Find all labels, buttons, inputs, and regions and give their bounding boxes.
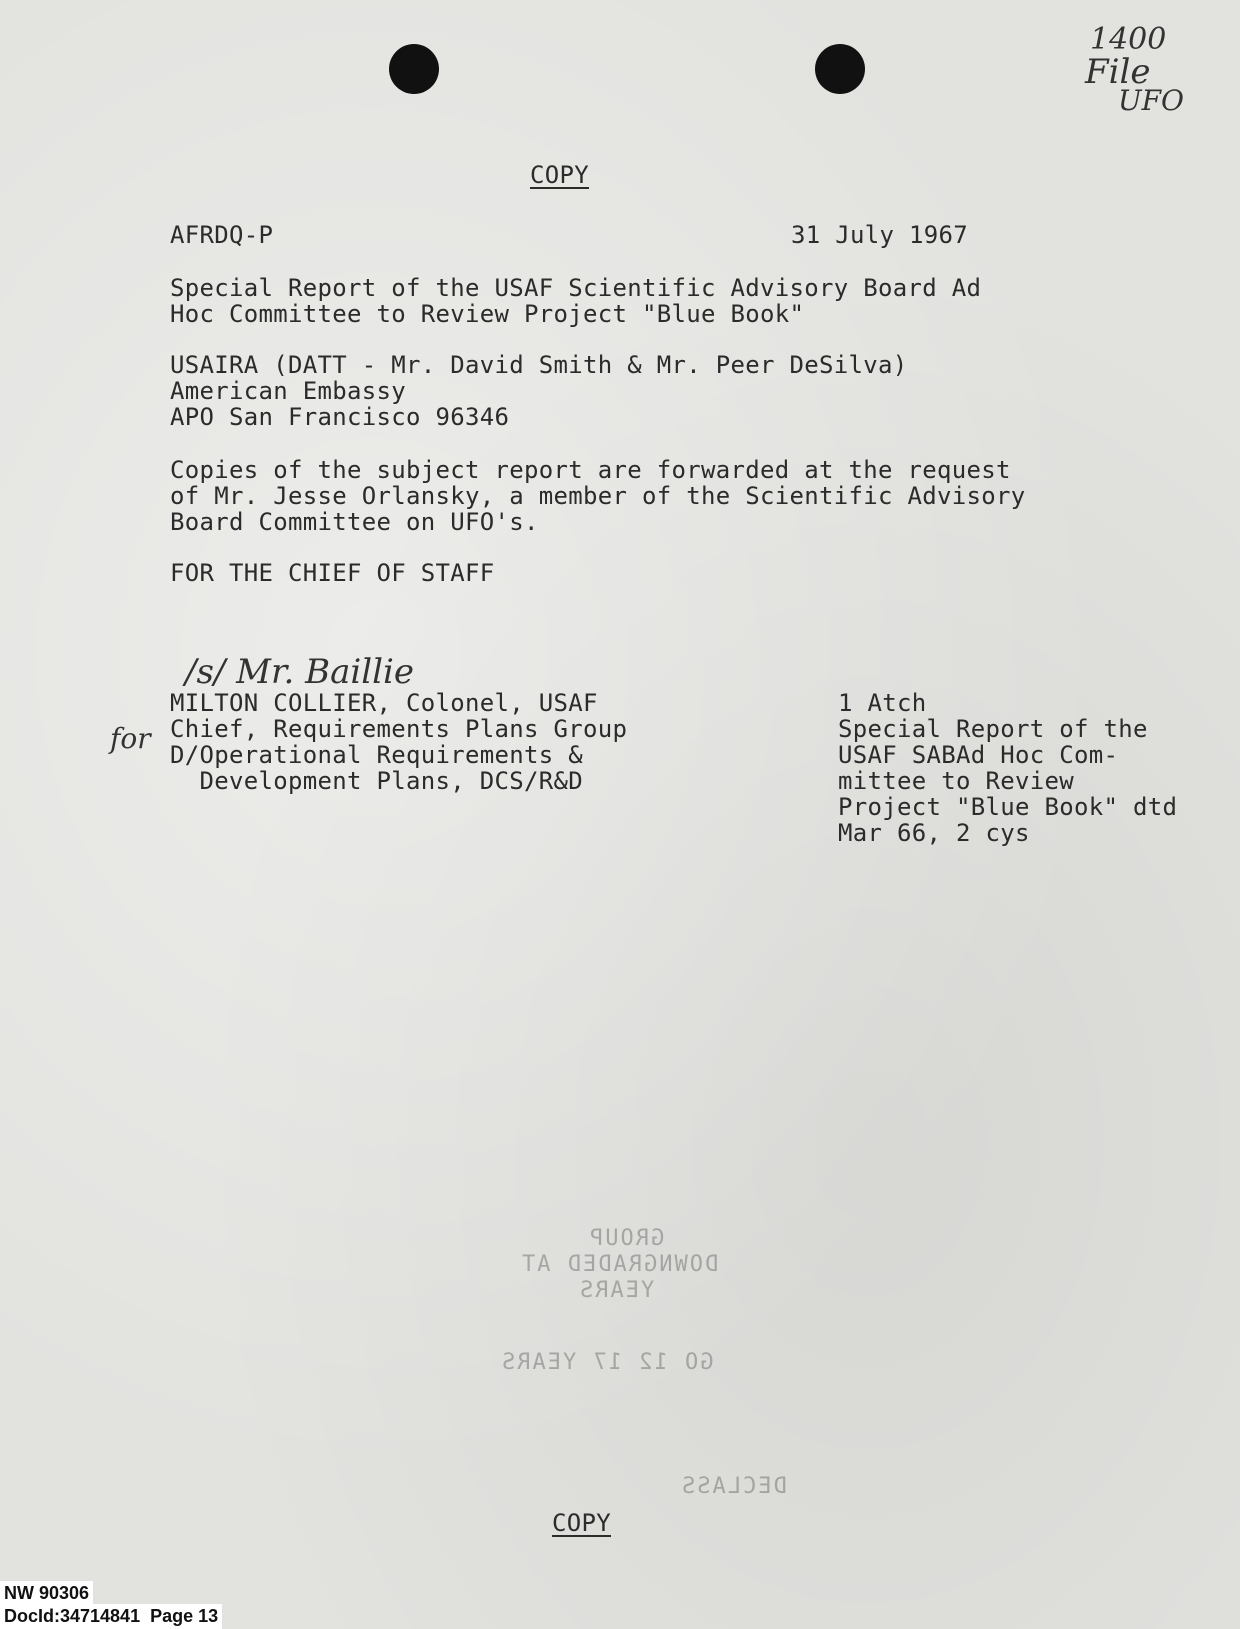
bleed-through-line-1: GROUP — [588, 1226, 665, 1251]
bleed-through-line-4: GO 12 17 YEARS — [500, 1350, 714, 1375]
addressee-line-2: American Embassy — [170, 377, 406, 405]
subject-line-1: Special Report of the USAF Scientific Advisory Board Ad — [170, 274, 982, 302]
bleed-through-line-3: YEARS — [578, 1278, 655, 1303]
authority-line: FOR THE CHIEF OF STAFF — [170, 559, 495, 587]
handwritten-for-mark: for — [110, 722, 151, 755]
handwritten-note-1400: 1400 — [1090, 22, 1167, 57]
attachment-line-5: Project "Blue Book" dtd — [838, 793, 1178, 821]
signer-line-4: Development Plans, DCS/R&D — [170, 767, 583, 795]
body-line-3: Board Committee on UFO's. — [170, 508, 539, 536]
handwritten-note-file: File — [1085, 52, 1151, 92]
attachment-line-1: 1 Atch — [838, 689, 927, 717]
attachment-line-6: Mar 66, 2 cys — [838, 819, 1030, 847]
copy-label-bottom: COPY — [552, 1509, 611, 1537]
body-line-2: of Mr. Jesse Orlansky, a member of the Scientific Advisory — [170, 482, 1026, 510]
bleed-through-line-5: DECLASS — [680, 1474, 787, 1499]
office-symbol: AFRDQ-P — [170, 221, 274, 249]
punch-hole-left — [389, 44, 439, 94]
subject-line-2: Hoc Committee to Review Project "Blue Book" — [170, 300, 805, 328]
attachment-line-2: Special Report of the — [838, 715, 1148, 743]
attachment-line-3: USAF SABAd Hoc Com- — [838, 741, 1119, 769]
addressee-line-1: USAIRA (DATT - Mr. David Smith & Mr. Peer DeSilva) — [170, 351, 908, 379]
footer-record-number: NW 90306 — [0, 1581, 93, 1606]
document-date: 31 July 1967 — [791, 221, 968, 249]
body-line-1: Copies of the subject report are forwarded at the request — [170, 456, 1011, 484]
signer-line-1: MILTON COLLIER, Colonel, USAF — [170, 689, 598, 717]
handwritten-note-ufo: UFO — [1118, 84, 1184, 117]
footer-doc-id: DocId:34714841 Page 13 — [0, 1604, 222, 1629]
signer-line-2: Chief, Requirements Plans Group — [170, 715, 628, 743]
attachment-line-4: mittee to Review — [838, 767, 1074, 795]
addressee-line-3: APO San Francisco 96346 — [170, 403, 510, 431]
punch-hole-right — [815, 44, 865, 94]
signer-line-3: D/Operational Requirements & — [170, 741, 583, 769]
handwritten-signature: /s/ Mr. Baillie — [185, 652, 414, 692]
bleed-through-line-2: DOWNGRADED AT — [520, 1252, 719, 1277]
copy-label-top: COPY — [530, 161, 589, 189]
